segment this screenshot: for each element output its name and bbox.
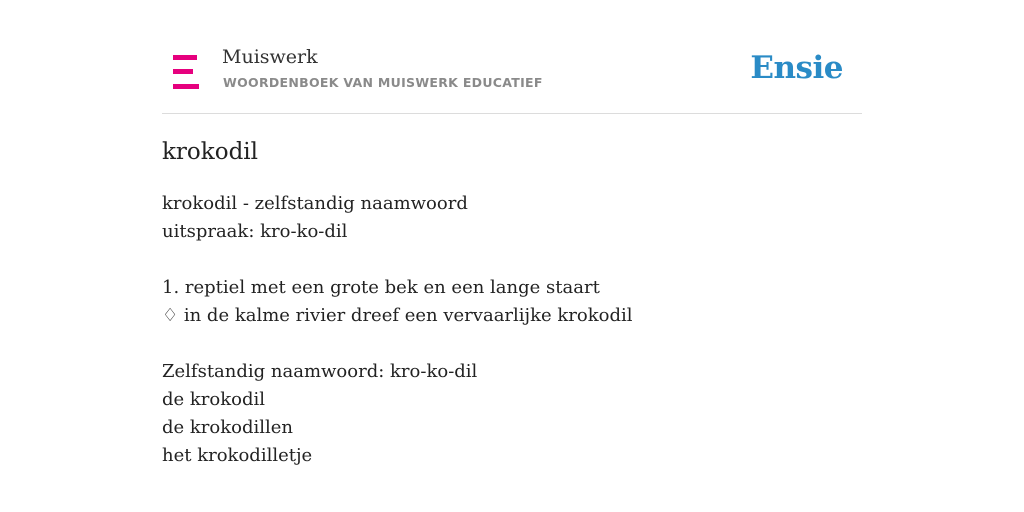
entry-title: krokodil <box>162 139 258 165</box>
muiswerk-logo-icon[interactable] <box>173 55 200 89</box>
entry-line-singular: de krokodil <box>162 389 266 410</box>
entry-line-definition: 1. reptiel met een grote bek en een lange staart <box>162 277 600 298</box>
entry-line-hyphenation: Zelfstandig naamwoord: kro-ko-dil <box>162 361 478 382</box>
entry-line-blank <box>162 330 862 358</box>
brand-name[interactable]: Muiswerk <box>222 46 318 68</box>
entry-content <box>162 134 862 470</box>
logo-bar-top <box>173 55 197 60</box>
site-header <box>162 36 862 114</box>
entry-line-plural: de krokodillen <box>162 417 294 438</box>
entry-line-diminutive: het krokodilletje <box>162 445 313 466</box>
brand-subtitle: WOORDENBOEK VAN MUISWERK EDUCATIEF <box>223 75 543 90</box>
entry-body <box>162 190 862 470</box>
entry-line-example: ♢ in de kalme rivier dreef een vervaarlijke krokodil <box>162 305 633 326</box>
logo-bar-middle <box>173 69 193 74</box>
entry-line-pronunciation: uitspraak: kro-ko-dil <box>162 221 348 242</box>
entry-line-word-class: krokodil - zelfstandig naamwoord <box>162 193 468 214</box>
entry-line-blank <box>162 246 862 274</box>
ensie-logo-link[interactable]: Ensie <box>750 50 843 86</box>
logo-bar-bottom <box>173 84 199 89</box>
